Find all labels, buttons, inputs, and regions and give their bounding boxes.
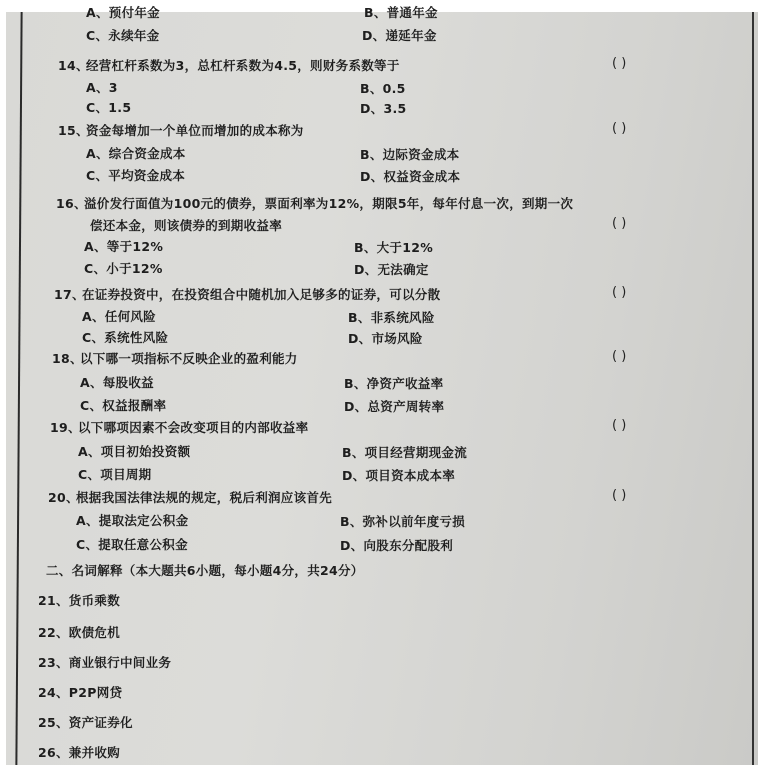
question-stem: 资金每增加一个单位而增加的成本称为	[86, 123, 304, 138]
question-stem: 经营杠杆系数为3，总杠杆系数为4.5，则财务系数等于	[86, 58, 400, 73]
option-d: D、市场风险	[348, 331, 423, 346]
term-item: 23、商业银行中间业务	[38, 655, 172, 670]
option-b: B、非系统风险	[348, 310, 435, 325]
question-stem: 以下哪项因素不会改变项目的内部收益率	[78, 420, 309, 435]
section-two-title: 二、名词解释（本大题共6小题，每小题4分，共24分）	[46, 563, 364, 578]
option-b: B、净资产收益率	[344, 376, 444, 391]
answer-parentheses: ( )	[612, 216, 627, 231]
question-number: 19、	[50, 420, 81, 435]
term-item: 25、资产证券化	[38, 715, 133, 730]
option-d: D、向股东分配股利	[340, 538, 454, 553]
option-c: C、项目周期	[78, 467, 152, 482]
option-c: C、1.5	[86, 100, 132, 115]
option-a: A、提取法定公积金	[76, 513, 189, 528]
question-number: 15、	[58, 123, 89, 138]
answer-parentheses: ( )	[612, 488, 627, 503]
option-a: A、每股收益	[80, 375, 154, 390]
question-number: 17、	[54, 287, 85, 302]
term-item: 22、欧债危机	[38, 625, 120, 640]
option-d: D、总资产周转率	[344, 399, 445, 414]
option-a: A、任何风险	[82, 309, 156, 324]
option-c: C、平均资金成本	[86, 168, 186, 183]
option-b: B、弥补以前年度亏损	[340, 514, 466, 529]
option-d: D、3.5	[360, 101, 407, 116]
question-stem: 溢价发行面值为100元的债券，票面利率为12%，期限5年，每年付息一次，到期一次	[84, 196, 574, 211]
question-stem: 以下哪一项指标不反映企业的盈利能力	[80, 351, 298, 366]
option-b: B、项目经营期现金流	[342, 445, 468, 460]
option-a: A、综合资金成本	[86, 146, 186, 161]
question-number: 18、	[52, 351, 83, 366]
option-b: B、边际资金成本	[360, 147, 460, 162]
term-item: 21、货币乘数	[38, 593, 120, 608]
question-stem: 根据我国法律法规的规定，税后利润应该首先	[76, 490, 333, 505]
option-a: A、预付年金	[86, 5, 160, 20]
answer-parentheses: ( )	[612, 121, 627, 136]
option-d: D、项目资本成本率	[342, 468, 456, 483]
option-c: C、权益报酬率	[80, 398, 167, 413]
option-c: C、系统性风险	[82, 330, 169, 345]
option-a: A、等于12%	[84, 239, 164, 254]
question-number: 20、	[48, 490, 79, 505]
option-b: B、大于12%	[354, 240, 434, 255]
option-d: D、无法确定	[354, 262, 429, 277]
option-c: C、小于12%	[84, 261, 163, 276]
answer-parentheses: ( )	[612, 349, 627, 364]
term-item: 24、P2P网贷	[38, 685, 123, 700]
page-border-right	[752, 12, 754, 765]
question-stem: 在证券投资中，在投资组合中随机加入足够多的证券，可以分散	[82, 287, 441, 302]
question-number: 16、	[56, 196, 87, 211]
option-d: D、权益资金成本	[360, 169, 461, 184]
option-b: B、普通年金	[364, 5, 438, 20]
answer-parentheses: ( )	[612, 56, 627, 71]
answer-parentheses: ( )	[612, 418, 627, 433]
question-number: 14、	[58, 58, 89, 73]
term-item: 26、兼并收购	[38, 745, 120, 760]
answer-parentheses: ( )	[612, 285, 627, 300]
option-c: C、提取任意公积金	[76, 537, 188, 552]
question-stem: 偿还本金，则该债券的到期收益率	[90, 218, 283, 233]
option-d: D、递延年金	[362, 28, 437, 43]
option-b: B、0.5	[360, 81, 406, 96]
option-a: A、3	[86, 80, 118, 95]
option-c: C、永续年金	[86, 28, 160, 43]
option-a: A、项目初始投资额	[78, 444, 191, 459]
